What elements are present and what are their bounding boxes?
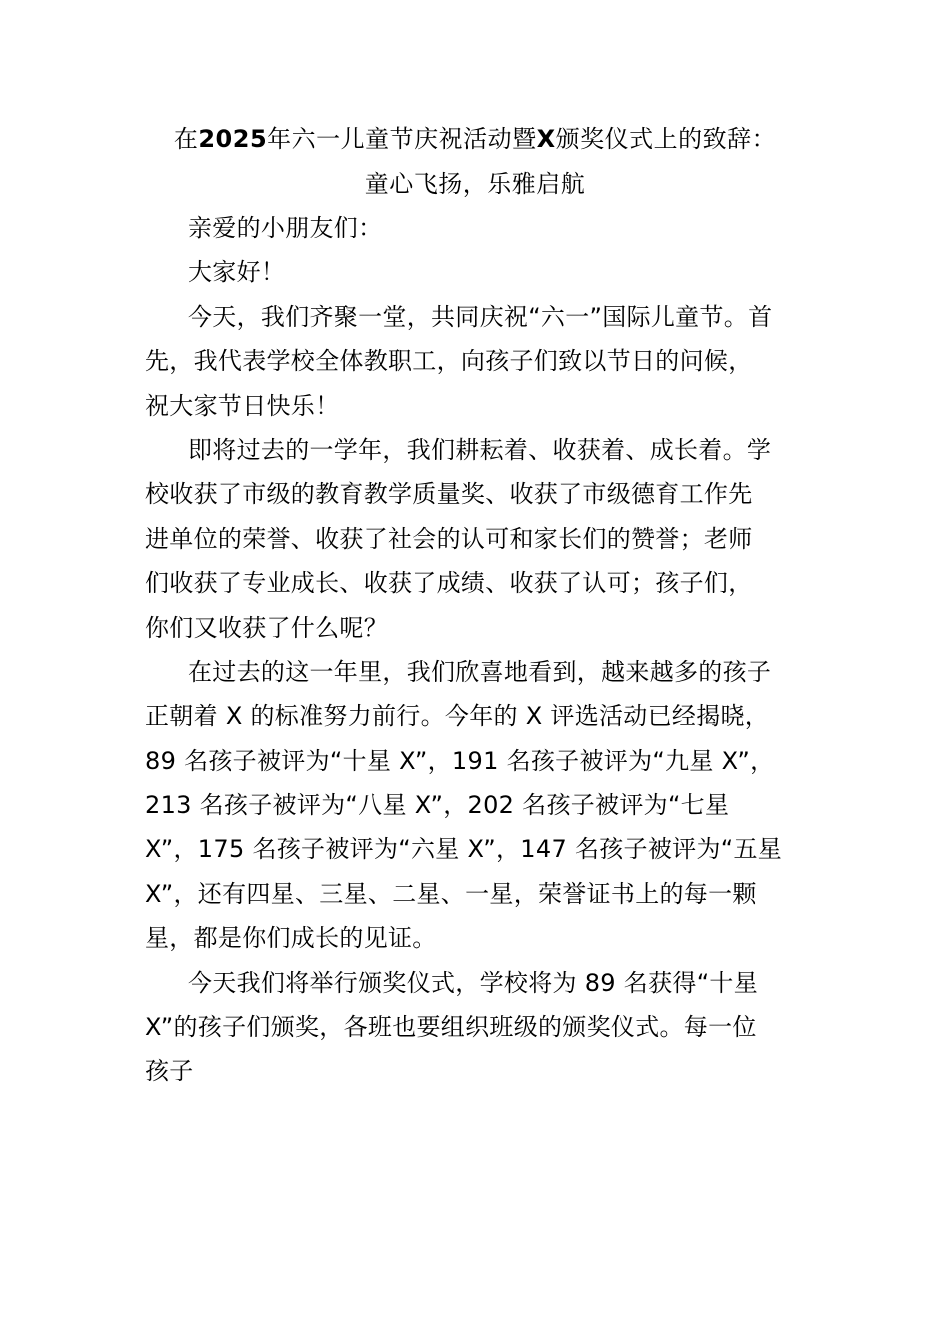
paragraph-4-line: X”的孩子们颁奖，各班也要组织班级的颁奖仪式。每一位 <box>145 1013 757 1042</box>
paragraph-1-line: 祝大家节日快乐！ <box>145 391 340 420</box>
salutation-line: 亲爱的小朋友们： <box>188 214 383 242</box>
title-year: 2025 <box>198 125 268 153</box>
paragraph-3-line: 正朝着 X 的标准努力前行。今年的 X 评选活动已经揭晓， <box>145 702 770 731</box>
paragraph-2-line: 即将过去的一学年，我们耕耘着、收获着、成长着。学 <box>188 435 772 464</box>
paragraph-2-line: 们收获了专业成长、收获了成绩、收获了认可；孩子们， <box>145 569 753 598</box>
paragraph-1-line: 今天，我们齐聚一堂，共同庆祝“六一”国际儿童节。首 <box>188 302 773 331</box>
title-x: X <box>536 125 556 153</box>
paragraph-3-line: 在过去的这一年里，我们欣喜地看到，越来越多的孩子 <box>188 657 772 686</box>
paragraph-1-line: 先，我代表学校全体教职工，向孩子们致以节日的问候， <box>145 347 753 376</box>
paragraph-3-line: X”，175 名孩子被评为“六星 X”，147 名孩子被评为“五星 <box>145 835 783 864</box>
paragraph-3-line: 89 名孩子被评为“十星 X”，191 名孩子被评为“九星 X”， <box>145 746 775 775</box>
paragraph-2-line: 校收获了市级的教育教学质量奖、收获了市级德育工作先 <box>145 480 753 509</box>
greeting-line: 大家好！ <box>188 258 286 287</box>
paragraph-2-line: 你们又收获了什么呢？ <box>145 613 388 642</box>
title-middle: 年六一儿童节庆祝活动暨 <box>267 125 537 153</box>
title-prefix: 在 <box>173 125 199 153</box>
document-title <box>100 117 850 162</box>
paragraph-2-line: 进单位的荣誉、收获了社会的认可和家长们的赞誉；老师 <box>145 524 753 553</box>
document-subtitle: 童心飞扬，乐雅启航 <box>364 170 586 198</box>
paragraph-3-line: 213 名孩子被评为“八星 X”，202 名孩子被评为“七星 <box>145 791 730 820</box>
title-suffix: 颁奖仪式上的致辞： <box>555 125 777 153</box>
document-body <box>145 206 810 1094</box>
paragraph-4-line: 孩子 <box>145 1057 194 1086</box>
paragraph-3-line: 星，都是你们成长的见证。 <box>145 924 437 953</box>
paragraph-3-line: X”，还有四星、三星、二星、一星，荣誉证书上的每一颗 <box>145 879 757 908</box>
paragraph-4-line: 今天我们将举行颁奖仪式，学校将为 89 名获得“十星 <box>188 968 759 997</box>
